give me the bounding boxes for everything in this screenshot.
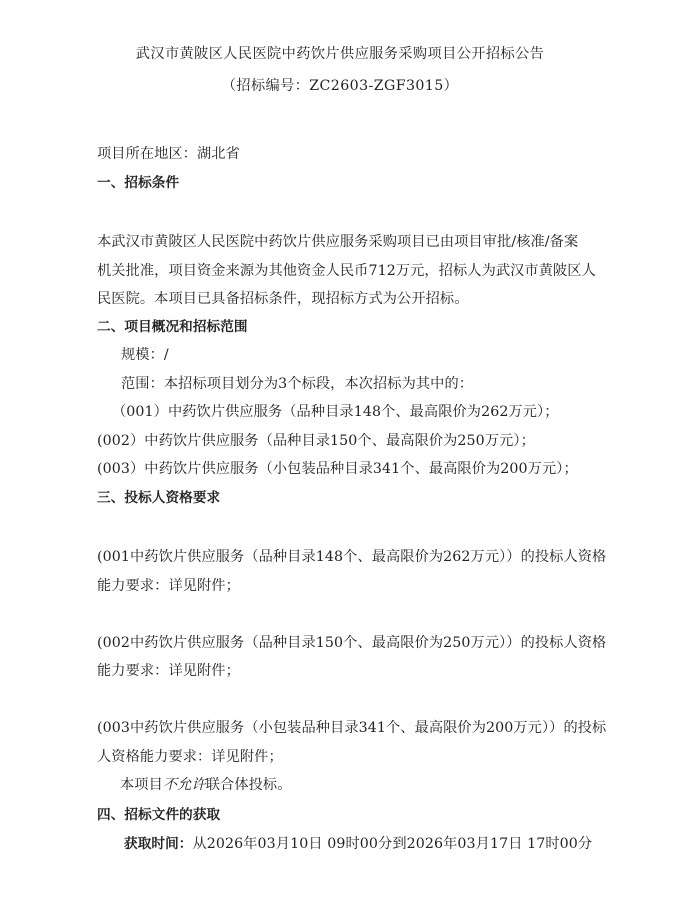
paragraph-line: 本武汉市黄陂区人民医院中药饮片供应服务采购项目已由项目审批/核准/备案 <box>97 234 579 250</box>
region-value: 湖北省 <box>197 146 240 162</box>
section1-heading: 一、招标条件 <box>97 175 180 191</box>
notice-title: 武汉市黄陂区人民医院中药饮片供应服务采购项目公开招标公告 <box>135 46 545 62</box>
bid-number: （招标编号：ZC2603-ZGF3015） <box>221 78 459 94</box>
consortium-emphasis: 不允许 <box>162 777 206 793</box>
paragraph-line: 民医院。本项目已具备招标条件，现招标方式为公开招标。 <box>97 291 469 307</box>
consortium-prefix: 本项目 <box>120 777 163 793</box>
qualification-line: 能力要求：详见附件； <box>97 578 240 594</box>
acquire-time-line <box>124 835 592 853</box>
scale-line: 规模：/ <box>121 347 169 363</box>
project-region <box>97 145 240 163</box>
scope-line: 范围：本招标项目划分为3个标段，本次招标为其中的： <box>121 376 474 392</box>
section3-heading: 三、投标人资格要求 <box>97 490 221 506</box>
qualification-line: 能力要求：详见附件； <box>97 663 240 679</box>
lot-item: (003）中药饮片供应服务（小包装品种目录341个、最高限价为200万元）； <box>97 461 578 477</box>
qualification-line: 人资格能力要求：详见附件； <box>97 749 283 765</box>
section2-heading: 二、项目概况和招标范围 <box>97 319 248 335</box>
section4-heading: 四、招标文件的获取 <box>97 807 221 823</box>
paragraph-line: 机关批准，项目资金来源为其他资金人民币712万元，招标人为武汉市黄陂区人 <box>97 263 596 279</box>
lot-item: (002）中药饮片供应服务（品种目录150个、最高限价为250万元）； <box>97 433 535 449</box>
lot-item: （001）中药饮片供应服务（品种目录148个、最高限价为262万元）； <box>112 404 559 420</box>
time-value: 从2026年03月10日 09时00分到2026年03月17日 17时00分 <box>192 836 593 852</box>
time-label: 获取时间： <box>124 836 193 852</box>
region-label: 项目所在地区： <box>97 146 198 162</box>
qualification-line: (001中药饮片供应服务（品种目录148个、最高限价为262万元））的投标人资格 <box>97 549 607 565</box>
consortium-line <box>120 776 291 794</box>
qualification-line: (002中药饮片供应服务（品种目录150个、最高限价为250万元））的投标人资格 <box>97 635 607 651</box>
consortium-suffix: 联合体投标。 <box>205 777 292 793</box>
qualification-line: (003中药饮片供应服务（小包装品种目录341个、最高限价为200万元））的投标 <box>97 720 607 736</box>
